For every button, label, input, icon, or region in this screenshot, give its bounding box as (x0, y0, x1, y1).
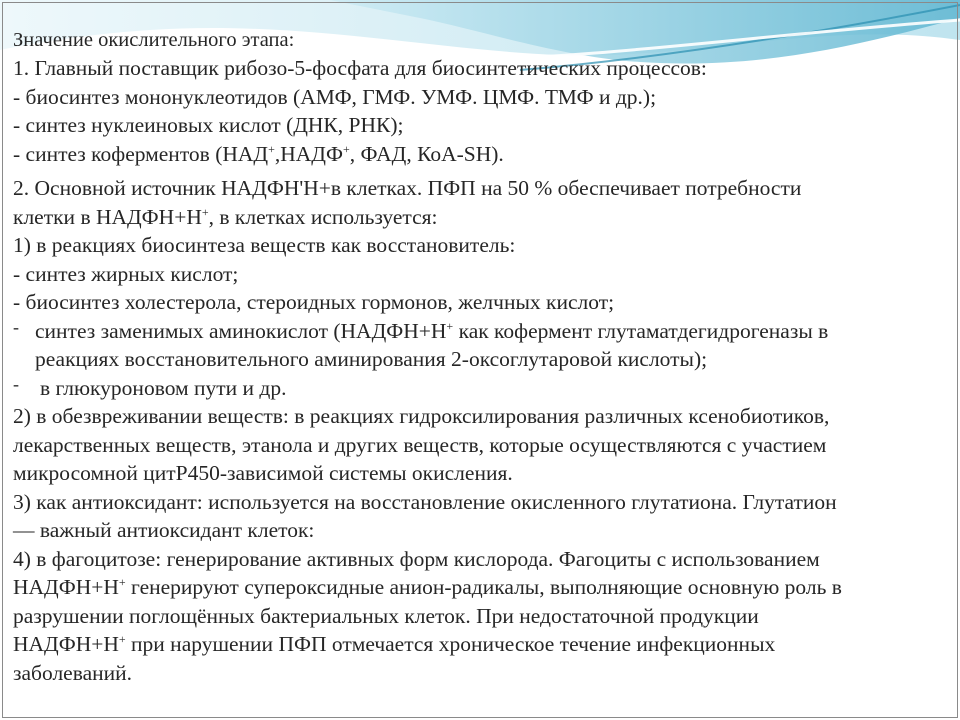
list-item: - синтез нуклеиновых кислот (ДНК, РНК); (13, 113, 404, 137)
paragraph-line: — важный антиоксидант клеток: (13, 518, 315, 542)
paragraph-line: микросомной цитР450-зависимой системы окисления. (13, 461, 513, 485)
paragraph-line: 2) в обезвреживании веществ: в реакциях гидроксилирования различных ксенобиотиков, (13, 404, 830, 428)
dash-bullet-icon: - (13, 373, 19, 394)
paragraph-line: лекарственных веществ, этанола и других веществ, которые осуществляются с участием (13, 432, 827, 457)
list-item: - биосинтез холестерола, стероидных гормонов, желчных кислот; (13, 290, 615, 314)
paragraph-line: разрушении поглощённых бактериальных клеток. При недостаточной продукции (13, 603, 759, 628)
bullet-item: - в глюкуроновом пути и др. (13, 374, 948, 403)
dash-bullet-icon: - (13, 316, 19, 337)
subsection-heading: 1) в реакциях биосинтеза веществ как восстановитель: (13, 233, 516, 257)
slide-title: Значение окислительного этапа: (13, 29, 295, 51)
list-item: - синтез коферментов (НАД+,НАДФ+, ФАД, КоА-SH). (13, 141, 504, 166)
paragraph-line: 4) в фагоцитозе: генерирование активных форм кислорода. Фагоциты с использованием (13, 546, 820, 571)
paragraph-line: НАДФН+Н+ при нарушении ПФП отмечается хроническое течение инфекционных (13, 632, 776, 656)
slide-content (13, 26, 948, 687)
section2-line: клетки в НАДФН+Н+, в клетках используется: (13, 204, 438, 229)
paragraph-line: НАДФН+Н+ генерируют супероксидные анион-радикалы, выполняющие основную роль в (13, 575, 842, 599)
bullet-item: - синтез заменимых аминокислот (НАДФН+Н+ как кофермент глутаматдегидрогеназы в реакциях восстановительного аминирования 2-оксоглутаровой кислоты); (13, 317, 948, 374)
paragraph-line: заболеваний. (13, 660, 133, 685)
list-item: - синтез жирных кислот; (13, 261, 239, 286)
list-item: - биосинтез мононуклеотидов (АМФ, ГМФ. УМФ. ЦМФ. ТМФ и др.); (13, 84, 657, 109)
section2-line: 2. Основной источник НАДФН'Н+в клетках. ПФП на 50 % обеспечивает потребности (13, 176, 802, 200)
paragraph-line: 3) как антиоксидант: используется на восстановление окисленного глутатиона. Глутатион (13, 489, 837, 514)
section1-heading: 1. Главный поставщик рибозо-5-фосфата для биосинтетических процессов: (13, 56, 707, 80)
